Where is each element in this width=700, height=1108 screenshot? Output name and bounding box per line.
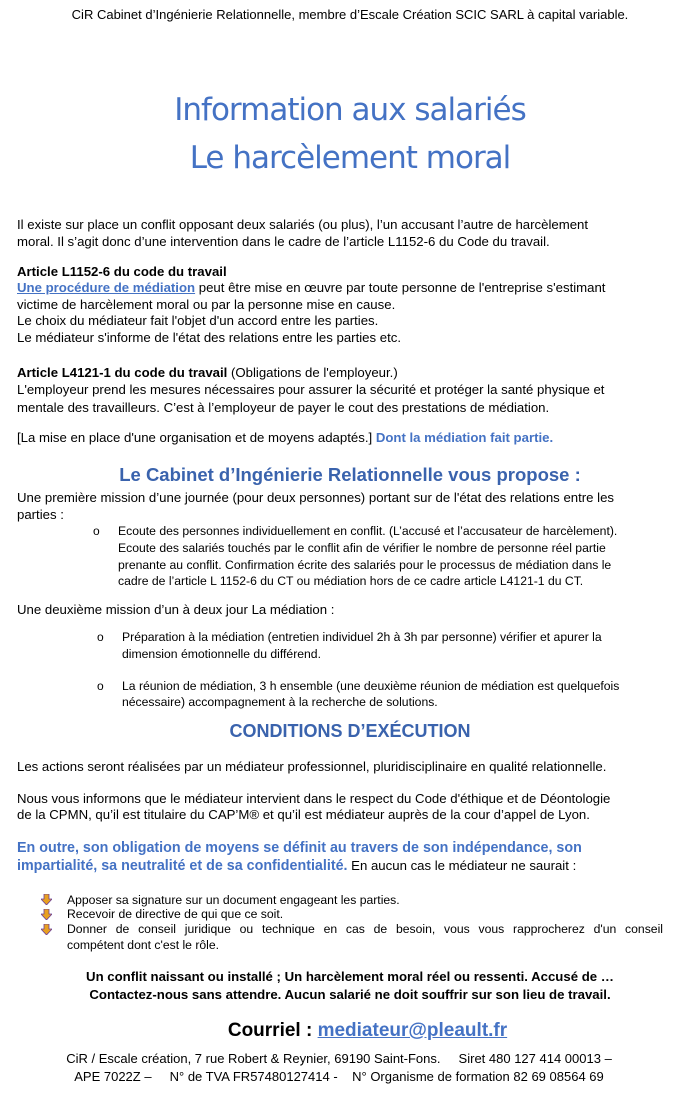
conditions-blue-line-1: En outre, son obligation de moyens se définit au travers de son indépendance, son bbox=[17, 840, 582, 856]
conditions-blue-text: impartialité, sa neutralité et de sa confidentialité. bbox=[17, 858, 348, 874]
bullet-marker: o bbox=[97, 630, 104, 644]
arrow-item-2: Recevoir de directive de qui que ce soit. bbox=[67, 907, 284, 921]
bullet-marker: o bbox=[93, 524, 100, 538]
mission-2-bullet-1-line-2: dimension émotionnelle du différend. bbox=[122, 647, 321, 661]
article-1-line-1 bbox=[17, 279, 605, 296]
intro-line-1: Il existe sur place un conflit opposant deux salariés (ou plus), l’un accusant l’autre de harcèlement bbox=[17, 217, 589, 232]
mission-1-line-2: parties : bbox=[17, 507, 64, 522]
article-1-line-2: victime de harcèlement moral ou par la personne mise en cause. bbox=[17, 297, 396, 312]
conditions-line-1: Les actions seront réalisées par un médiateur professionnel, pluridisciplinaire en qualité relationnelle. bbox=[17, 759, 607, 774]
article-2-title-line bbox=[17, 364, 398, 381]
conditions-blue-line-2 bbox=[17, 857, 576, 875]
article-1-title: Article L1152-6 du code du travail bbox=[17, 264, 227, 279]
article-1-line-4: Le médiateur s'informe de l'état des relations entre les parties etc. bbox=[17, 330, 402, 345]
article-2-line-2: mentale des travailleurs. C’est à l’employeur de payer le cout des prestations de médiation. bbox=[17, 400, 550, 415]
conditions-heading: CONDITIONS D’EXÉCUTION bbox=[229, 721, 471, 741]
arrow-item-3-line-2: compétent dont c'est le rôle. bbox=[67, 938, 220, 952]
mission-2-title: Une deuxième mission d’un à deux jour La médiation : bbox=[17, 602, 335, 617]
title-line-1: Information aux salariés bbox=[174, 92, 526, 128]
arrow-bullet-icon bbox=[41, 909, 52, 920]
article-2-title: Article L4121-1 du code du travail bbox=[17, 365, 228, 380]
footer-line-2: APE 7022Z – N° de TVA FR57480127414 - N° Organisme de formation 82 69 08564 69 bbox=[74, 1069, 604, 1084]
mediation-procedure-link[interactable]: Une procédure de médiation bbox=[17, 280, 196, 295]
mission-1-bullet-line-4: cadre de l’article L 1152-6 du CT ou médiation hors de ce cadre article L4121-1 du CT. bbox=[118, 574, 584, 588]
arrow-item-1: Apposer sa signature sur un document engageant les parties. bbox=[67, 893, 400, 907]
conditions-line-2: Nous vous informons que le médiateur intervient dans le respect du Code d'éthique et de Déontologie bbox=[17, 791, 611, 806]
article-2-paren: (Obligations de l'employeur.) bbox=[227, 365, 398, 380]
article-2-line-3-text: [La mise en place d'une organisation et de moyens adaptés.] bbox=[17, 430, 376, 445]
mission-1-bullet-line-1: Ecoute des personnes individuellement en conflit. (L’accusé et l’accusateur de harcèlement). bbox=[118, 524, 618, 538]
arrow-item-3-line-1: Donner de conseil juridique ou technique en cas de besoin, vous vous rapprocherez d'un conseil bbox=[67, 922, 663, 936]
footer-line-1: CiR / Escale création, 7 rue Robert & Reynier, 69190 Saint-Fons. Siret 480 127 414 00013 – bbox=[66, 1051, 612, 1066]
mission-1-bullet-line-3: prenante au conflit. Confirmation écrite des salariés pour le processus de médiation dans le bbox=[118, 558, 612, 572]
mission-1-line-1: Une première mission d’une journée (pour deux personnes) portant sur de l'état des relations entre les bbox=[17, 490, 615, 505]
article-2-line-1: L'employeur prend les mesures nécessaires pour assurer la sécurité et protéger la santé physique et bbox=[17, 382, 605, 397]
courriel-line bbox=[0, 1020, 700, 1042]
arrow-bullet-icon bbox=[41, 924, 52, 935]
conditions-line-3: de la CPMN, qu’il est titulaire du CAP’M® et qu’il est médiateur auprès de la cour d’appel de Lyon. bbox=[17, 807, 590, 822]
closing-line-1: Un conflit naissant ou installé ; Un harcèlement moral réel ou ressenti. Accusé de … bbox=[86, 969, 614, 984]
article-2-line-3-blue: Dont la médiation fait partie. bbox=[375, 430, 554, 445]
company-header: CiR Cabinet d’Ingénierie Relationnelle, membre d’Escale Création SCIC SARL à capital variable. bbox=[71, 7, 629, 22]
email-link[interactable]: mediateur@pleault.fr bbox=[317, 1020, 508, 1041]
closing-line-2: Contactez-nous sans attendre. Aucun salarié ne doit souffrir sur son lieu de travail. bbox=[89, 987, 611, 1002]
mission-2-bullet-2-line-2: nécessaire) accompagnement à la recherche de solutions. bbox=[122, 695, 438, 709]
arrow-bullet-icon bbox=[41, 894, 52, 905]
title-line-2: Le harcèlement moral bbox=[189, 140, 511, 176]
courriel-label: Courriel : bbox=[227, 1020, 318, 1041]
mission-2-bullet-2-line-1: La réunion de médiation, 3 h ensemble (une deuxième réunion de médiation est quelquefois bbox=[122, 679, 620, 693]
article-1-line-1-rest: peut être mise en œuvre par toute personne de l'entreprise s'estimant bbox=[195, 280, 606, 295]
propose-heading: Le Cabinet d’Ingénierie Relationnelle vous propose : bbox=[119, 464, 581, 485]
article-2-line-3 bbox=[17, 429, 553, 446]
mission-1-bullet-line-2: Ecoute des salariés touchés par le conflit afin de vérifier le nombre de personne réel partie bbox=[118, 541, 606, 555]
article-1-line-3: Le choix du médiateur fait l'objet d'un accord entre les parties. bbox=[17, 313, 379, 328]
conditions-rest-text: En aucun cas le médiateur ne saurait : bbox=[347, 858, 577, 873]
mission-2-bullet-1-line-1: Préparation à la médiation (entretien individuel 2h à 3h par personne) vérifier et apurer la bbox=[122, 630, 602, 644]
bullet-marker: o bbox=[97, 679, 104, 693]
intro-line-2: moral. Il s’agit donc d’une intervention dans le cadre de l’article L1152-6 du Code du travail. bbox=[17, 234, 550, 249]
